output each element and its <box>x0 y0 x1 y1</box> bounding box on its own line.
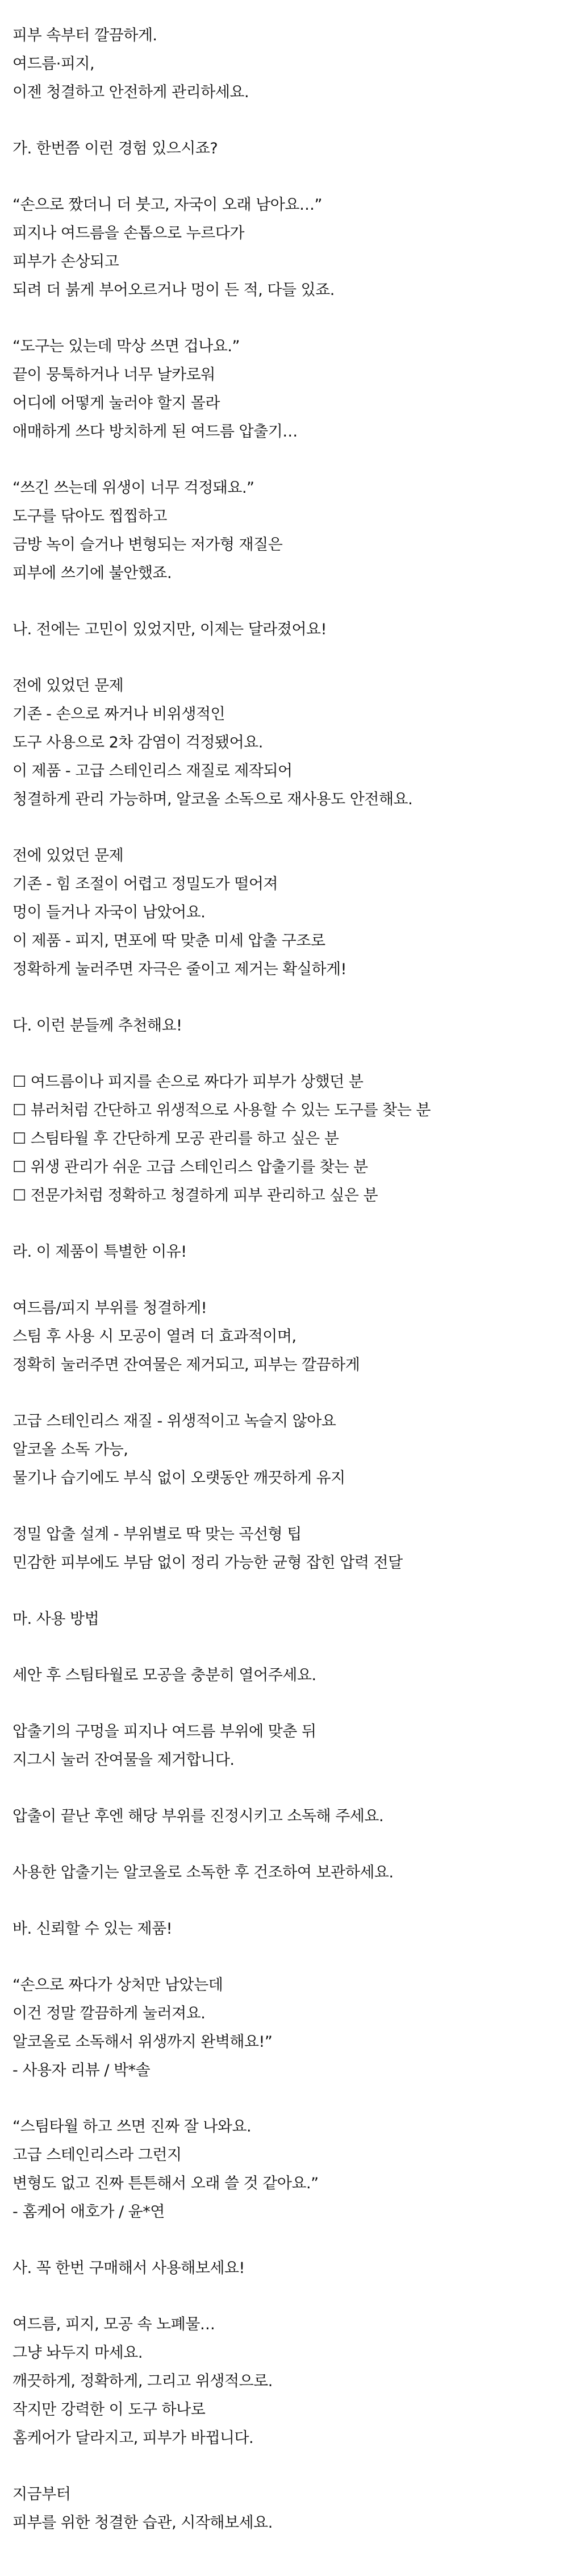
text-line: 변형도 없고 진짜 튼튼해서 오래 쓸 것 같아요.” <box>12 2175 319 2192</box>
text-line: 이 제품 - 고급 스테인리스 재질로 제작되어 <box>12 762 293 780</box>
text-line: 금방 녹이 슬거나 변형되는 저가형 재질은 <box>12 536 283 554</box>
paragraph <box>12 1407 558 1493</box>
paragraph-spacer <box>12 814 558 842</box>
paragraph <box>12 1238 558 1266</box>
text-line: - 사용자 리뷰 / 박*솔 <box>12 2062 151 2079</box>
paragraph-spacer <box>12 1210 558 1238</box>
text-line: 피부에 쓰기에 불안했죠. <box>12 564 172 582</box>
paragraph <box>12 1661 558 1690</box>
text-line: 사. 꼭 한번 구매해서 사용해보세요! <box>12 2259 245 2277</box>
paragraph-spacer <box>12 1493 558 1520</box>
paragraph <box>12 1012 558 1040</box>
paragraph <box>12 616 558 644</box>
text-line: 멍이 들거나 자국이 남았어요. <box>12 904 206 921</box>
paragraph-spacer <box>12 1690 558 1718</box>
paragraph-spacer <box>12 1634 558 1661</box>
text-line: 물기나 습기에도 부식 없이 오랫동안 깨끗하게 유지 <box>12 1469 345 1487</box>
paragraph <box>12 2254 558 2283</box>
paragraph-spacer <box>12 1266 558 1294</box>
product-description-document <box>12 22 558 2537</box>
text-line: 청결하게 관리 가능하며, 알코올 소독으로 재사용도 안전해요. <box>12 791 413 808</box>
paragraph-spacer <box>12 1577 558 1605</box>
paragraph-spacer <box>12 163 558 191</box>
paragraph-spacer <box>12 2453 558 2481</box>
text-line: ☐ 여드름이나 피지를 손으로 짜다가 피부가 상했던 분 <box>12 1073 364 1091</box>
paragraph-spacer <box>12 1775 558 1802</box>
text-line: 피부가 손상되고 <box>12 253 119 271</box>
text-line: 다. 이런 분들께 추천해요! <box>12 1017 182 1034</box>
text-line: 라. 이 제품이 특별한 이유! <box>12 1243 187 1261</box>
text-line: “손으로 짜다가 상처만 남았는데 <box>12 1976 223 1994</box>
text-line: 어디에 어떻게 눌러야 할지 몰라 <box>12 394 220 412</box>
text-line: “쓰긴 쓰는데 위생이 너무 걱정돼요.” <box>12 479 254 497</box>
paragraph <box>12 1520 558 1577</box>
text-line: ☐ 위생 관리가 쉬운 고급 스테인리스 압출기를 찾는 분 <box>12 1158 368 1176</box>
paragraph-spacer <box>12 1831 558 1859</box>
text-line: 여드름·피지, <box>12 55 95 73</box>
text-line: 깨끗하게, 정확하게, 그리고 위생적으로. <box>12 2373 273 2390</box>
text-line: 민감한 피부에도 부담 없이 정리 가능한 균형 잡힌 압력 전달 <box>12 1554 403 1572</box>
text-line: 이 제품 - 피지, 면포에 딱 맞춘 미세 압출 구조로 <box>12 932 325 950</box>
text-line: 정확하게 눌러주면 자극은 줄이고 제거는 확실하게! <box>12 961 346 978</box>
paragraph-spacer <box>12 1380 558 1407</box>
paragraph-spacer <box>12 2283 558 2311</box>
paragraph <box>12 1859 558 1887</box>
paragraph-spacer <box>12 1040 558 1068</box>
paragraph <box>12 672 558 814</box>
text-line: ☐ 스팀타월 후 간단하게 모공 관리를 하고 싶은 분 <box>12 1130 339 1148</box>
text-line: 가. 한번쯤 이런 경험 있으시죠? <box>12 140 218 157</box>
paragraph <box>12 22 558 107</box>
paragraph-spacer <box>12 2226 558 2254</box>
paragraph <box>12 2481 558 2537</box>
text-line: 피지나 여드름을 손톱으로 누르다가 <box>12 225 244 242</box>
text-line: 여드름, 피지, 모공 속 노폐물… <box>12 2316 215 2333</box>
paragraph <box>12 135 558 163</box>
text-line: 정확히 눌러주면 잔여물은 제거되고, 피부는 깔끔하게 <box>12 1356 360 1374</box>
paragraph-spacer <box>12 107 558 135</box>
paragraph <box>12 474 558 588</box>
paragraph <box>12 1605 558 1634</box>
text-line: ☐ 뷰러처럼 간단하고 위생적으로 사용할 수 있는 도구를 찾는 분 <box>12 1102 431 1119</box>
text-line: 피부를 위한 청결한 습관, 시작해보세요. <box>12 2514 273 2532</box>
text-line: 사용한 압출기는 알코올로 소독한 후 건조하여 보관하세요. <box>12 1864 394 1881</box>
text-line: 고급 스테인리스 재질 - 위생적이고 녹슬지 않아요 <box>12 1412 336 1430</box>
text-line: 알코올 소독 가능, <box>12 1441 128 1459</box>
text-line: 전에 있었던 문제 <box>12 677 124 695</box>
paragraph <box>12 191 558 305</box>
text-line: 기존 - 힘 조절이 어렵고 정밀도가 떨어져 <box>12 875 278 893</box>
paragraph-spacer <box>12 1943 558 1971</box>
text-line: 이건 정말 깔끔하게 눌러져요. <box>12 2005 206 2022</box>
text-line: ☐ 전문가처럼 정확하고 청결하게 피부 관리하고 싶은 분 <box>12 1187 378 1204</box>
text-line: 알코올로 소독해서 위생까지 완벽해요!” <box>12 2033 273 2051</box>
paragraph-spacer <box>12 984 558 1012</box>
text-line: 도구를 닦아도 찝찝하고 <box>12 508 167 525</box>
text-line: 이젠 청결하고 안전하게 관리하세요. <box>12 84 249 101</box>
paragraph-spacer <box>12 644 558 672</box>
text-line: “손으로 짰더니 더 붓고, 자국이 오래 남아요…” <box>12 196 322 214</box>
text-line: “스팀타월 하고 쓰면 진짜 잘 나와요. <box>12 2118 252 2135</box>
text-line: 지금부터 <box>12 2486 71 2503</box>
paragraph-spacer <box>12 446 558 474</box>
text-line: 마. 사용 방법 <box>12 1610 99 1628</box>
text-line: 작지만 강력한 이 도구 하나로 <box>12 2401 206 2419</box>
paragraph-spacer <box>12 588 558 616</box>
paragraph-spacer <box>12 1887 558 1915</box>
paragraph-spacer <box>12 2085 558 2113</box>
paragraph <box>12 1068 558 1210</box>
text-line: 그냥 놔두지 마세요. <box>12 2344 143 2362</box>
paragraph <box>12 2113 558 2226</box>
text-line: “도구는 있는데 막상 쓰면 겁나요.” <box>12 338 240 355</box>
paragraph-spacer <box>12 305 558 333</box>
text-line: 압출이 끝난 후엔 해당 부위를 진정시키고 소독해 주세요. <box>12 1808 384 1825</box>
text-line: 압출기의 구멍을 피지나 여드름 부위에 맞춘 뒤 <box>12 1723 316 1740</box>
text-line: 바. 신뢰할 수 있는 제품! <box>12 1920 172 1938</box>
paragraph <box>12 842 558 984</box>
text-line: 스팀 후 사용 시 모공이 열려 더 효과적이며, <box>12 1328 296 1345</box>
paragraph <box>12 1915 558 1943</box>
text-line: 피부 속부터 깔끔하게. <box>12 27 157 44</box>
text-line: 끝이 뭉툭하거나 너무 날카로워 <box>12 366 215 384</box>
text-line: 애매하게 쓰다 방치하게 된 여드름 압출기… <box>12 423 298 441</box>
text-line: 세안 후 스팀타월로 모공을 충분히 열어주세요. <box>12 1667 316 1684</box>
paragraph <box>12 1802 558 1831</box>
text-line: 기존 - 손으로 짜거나 비위생적인 <box>12 705 225 723</box>
text-line: 홈케어가 달라지고, 피부가 바뀝니다. <box>12 2429 254 2447</box>
paragraph <box>12 2311 558 2453</box>
text-line: 전에 있었던 문제 <box>12 847 124 865</box>
text-line: 되려 더 붉게 부어오르거나 멍이 든 적, 다들 있죠. <box>12 281 335 299</box>
paragraph <box>12 333 558 446</box>
paragraph <box>12 1718 558 1775</box>
text-line: 고급 스테인리스라 그런지 <box>12 2146 182 2164</box>
text-line: 정밀 압출 설계 - 부위별로 딱 맞는 곡선형 팁 <box>12 1526 302 1543</box>
text-line: 지그시 눌러 잔여물을 제거합니다. <box>12 1751 235 1769</box>
paragraph <box>12 1971 558 2085</box>
paragraph <box>12 1294 558 1380</box>
text-line: 나. 전에는 고민이 있었지만, 이제는 달라졌어요! <box>12 621 327 638</box>
text-line: - 홈케어 애호가 / 윤*연 <box>12 2203 165 2221</box>
text-line: 여드름/피지 부위를 청결하게! <box>12 1299 207 1317</box>
text-line: 도구 사용으로 2차 감염이 걱정됐어요. <box>12 734 263 751</box>
